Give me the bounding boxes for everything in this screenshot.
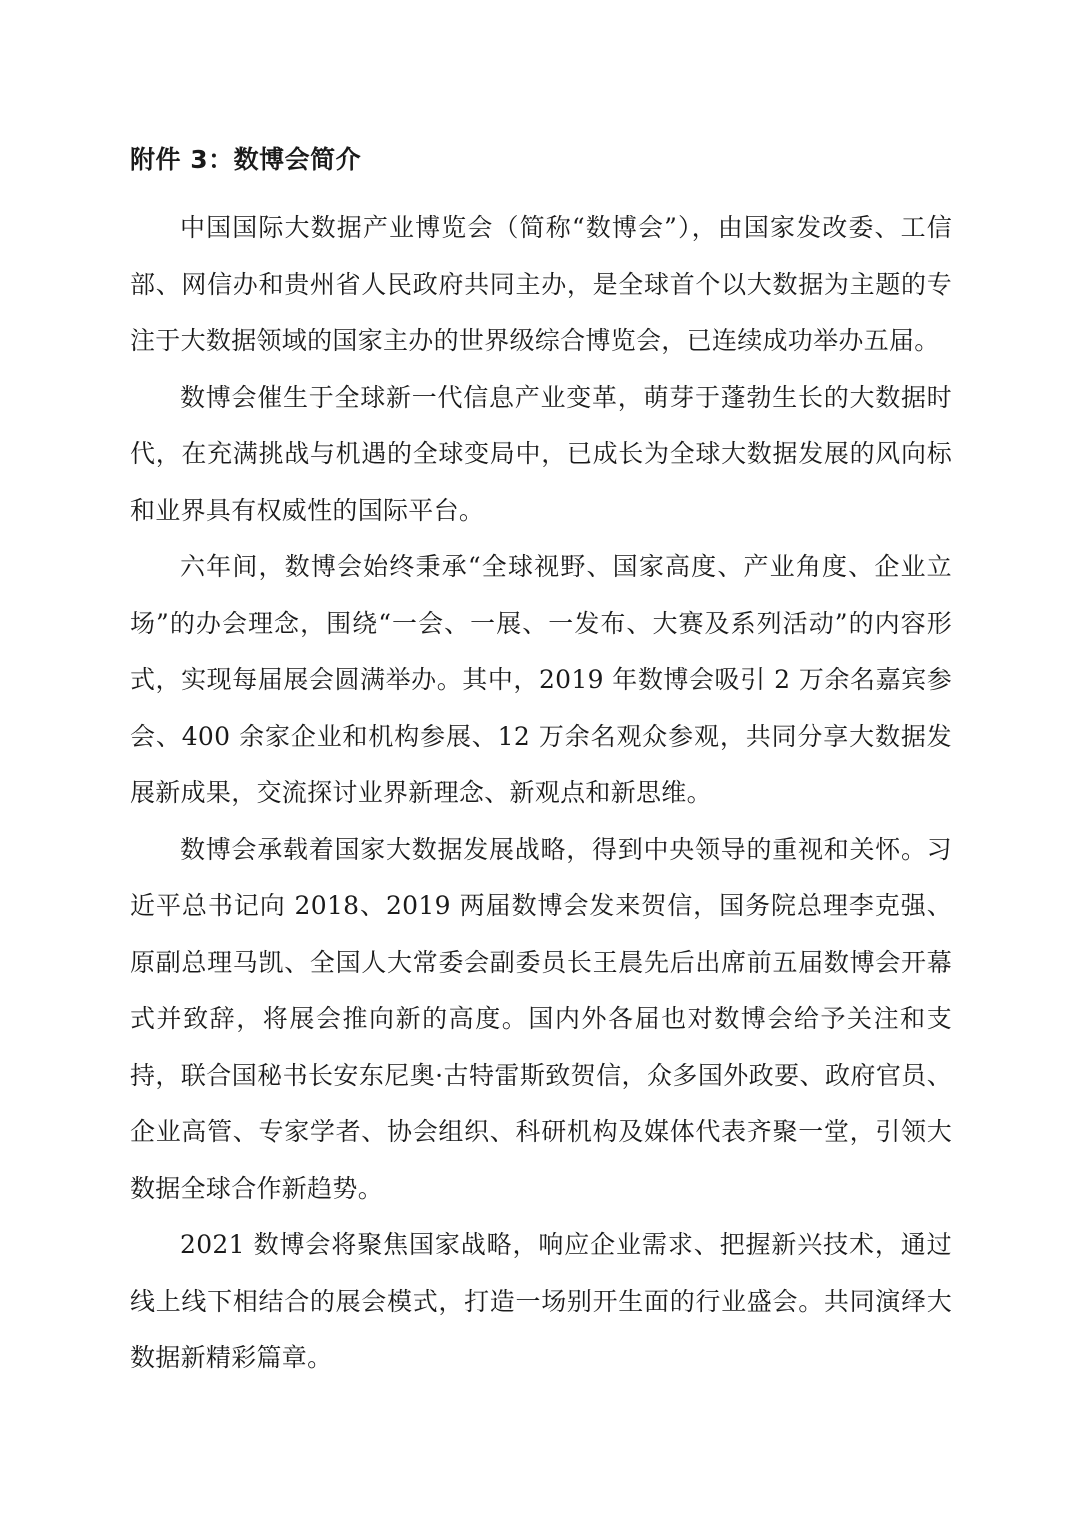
paragraph-2021: 2021 数博会将聚焦国家战略，响应企业需求、把握新兴技术，通过线上线下相结合的展会模式，打造一场别开生面的行业盛会。共同演绎大数据新精彩篇章。 bbox=[130, 1230, 952, 1372]
paragraph-intro: 中国国际大数据产业博览会（简称“数博会”），由国家发改委、工信部、网信办和贵州省人民政府共同主办，是全球首个以大数据为主题的专注于大数据领域的国家主办的世界级综合博览会，已连续成功举办五届。 bbox=[130, 213, 952, 355]
paragraph-origin: 数博会催生于全球新一代信息产业变革，萌芽于蓬勃生长的大数据时代，在充满挑战与机遇的全球变局中，已成长为全球大数据发展的风向标和业界具有权威性的国际平台。 bbox=[130, 382, 952, 525]
paragraph-history: 六年间，数博会始终秉承“全球视野、国家高度、产业角度、企业立场”的办会理念，围绕“一会、一展、一发布、大赛及系列活动”的内容形式，实现每届展会圆满举办。其中，2019 年数博会吸引 2 万余名嘉宾参会、400 余家企业和机构参展、12 万余名观众参观，共同分享大数据发展新成果，交流探讨业界新理念、新观点和新思维。 bbox=[130, 552, 952, 807]
document-page bbox=[130, 140, 952, 1387]
paragraph-support: 数博会承载着国家大数据发展战略，得到中央领导的重视和关怀。习近平总书记向 2018、2019 两届数博会发来贺信，国务院总理李克强、原副总理马凯、全国人大常委会副委员长王晨先后出席前五届数博会开幕式并致辞，将展会推向新的高度。国内外各届也对数博会给予关注和支持，联合国秘书长安东尼奥·古特雷斯致贺信，众多国外政要、政府官员、企业高管、专家学者、协会组织、科研机构及媒体代表齐聚一堂，引领大数据全球合作新趋势。 bbox=[130, 834, 952, 1203]
document-heading: 附件 3：数博会简介 bbox=[130, 145, 362, 174]
